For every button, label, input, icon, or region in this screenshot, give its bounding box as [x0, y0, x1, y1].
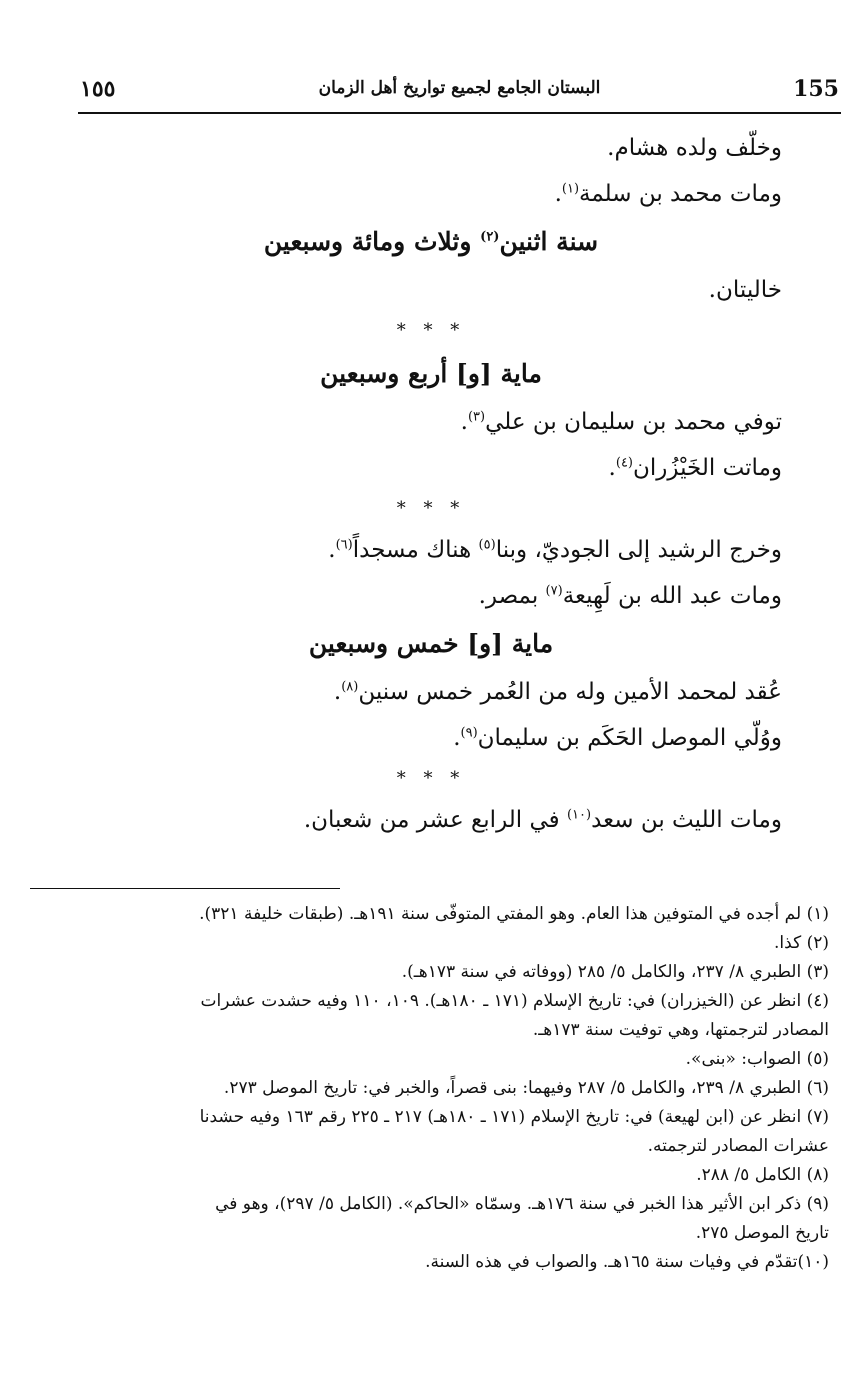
footnote-ref: (٦)	[335, 537, 353, 553]
footnote: (١٠)تقدّم في وفيات سنة ١٦٥هـ. والصواب في هذه السنة.	[425, 1252, 829, 1272]
footnote-ref: (١٠)	[566, 807, 592, 823]
section-separator: * * *	[396, 768, 466, 789]
footnote: (٧) انظر عن (ابن لهيعة) في: تاريخ الإسلام (١٧١ ـ ١٨٠هـ) ٢١٧ ـ ٢٢٥ رقم ١٦٣ وفيه حشدنا	[199, 1107, 829, 1127]
text-line: وخرج الرشيد إلى الجوديّ، وبنا$^{(٥)}$ هناك مسجداً$^{(٦)}$.	[328, 537, 782, 563]
footnote-ref: (٢)	[480, 229, 500, 245]
footnote: (٩) ذكر ابن الأثير هذا الخبر في سنة ١٧٦هـ. وسمّاه «الحاكم». (الكامل ٥/ ٢٩٧)، وهو في	[215, 1194, 829, 1214]
running-title: البستان الجامع لجميع تواريخ أهل الزمان	[318, 78, 601, 98]
footnote-ref: (٥)	[478, 537, 496, 553]
text-line: ومات محمد بن سلمة$^{(١)}$.	[554, 181, 782, 207]
text-line: ووُلّي الموصل الحَكَم بن سليمان$^{(٩)}$.	[453, 725, 782, 751]
section-separator: * * *	[396, 498, 466, 519]
year-heading: ماية [و] أربع وسبعين	[320, 359, 542, 388]
footnote: (٥) الصواب: «بنى».	[685, 1049, 829, 1069]
text-line: خاليتان.	[708, 277, 782, 303]
footnote-rule	[30, 888, 340, 889]
page-number: 155	[793, 76, 839, 102]
header-rule	[78, 112, 841, 114]
year-heading: ماية [و] خمس وسبعين	[308, 629, 554, 658]
footnote: (٢) كذا.	[774, 933, 829, 953]
footnotes	[60, 900, 829, 1277]
footnote-ref: (٩)	[460, 725, 478, 741]
footnote-ref: (٤)	[615, 455, 633, 471]
text-line: ومات الليث بن سعد$^{(١٠)}$ في الرابع عشر من شعبان.	[303, 807, 782, 833]
footnote: (٨) الكامل ٥/ ٢٨٨.	[696, 1165, 829, 1185]
footnote-continuation: عشرات المصادر لترجمته.	[647, 1136, 829, 1156]
footnote-continuation: تاريخ الموصل ٢٧٥.	[695, 1223, 829, 1243]
footnote-ref: (٣)	[467, 409, 486, 425]
page-number-arabic: ١٥٥	[80, 76, 116, 102]
footnote-continuation: المصادر لترجمتها، وهي توفيت سنة ١٧٣هـ.	[532, 1020, 829, 1040]
text-line: عُقد لمحمد الأمين وله من العُمر خمس سنين$^{(٨)}$.	[333, 679, 782, 705]
text-line: ومات عبد الله بن لَهِيعة$^{(٧)}$ بمصر.	[478, 583, 782, 609]
text-line: توفي محمد بن سليمان بن علي$^{(٣)}$.	[460, 409, 782, 435]
footnote: (١) لم أجده في المتوفين هذا العام. وهو المفتي المتوفّى سنة ١٩١هـ. (طبقات خليفة ٣٢١).	[199, 904, 829, 924]
footnote: (٤) انظر عن (الخيزران) في: تاريخ الإسلام (١٧١ ـ ١٨٠هـ). ١٠٩، ١١٠ وفيه حشدت عشرات	[200, 991, 829, 1011]
running-header	[80, 68, 839, 108]
footnote-ref: (١)	[561, 181, 580, 197]
year-heading: سنة اثنين$^{(٢)}$ وثلاث ومائة وسبعين	[263, 227, 599, 256]
section-separator: * * *	[396, 320, 466, 341]
footnote-ref: (٨)	[341, 679, 359, 695]
text-line: وماتت الخَيْزُران$^{(٤)}$.	[608, 455, 782, 481]
text-line: وخلّف ولده هشام.	[607, 135, 782, 161]
footnote-ref: (٧)	[545, 583, 563, 599]
footnote: (٣) الطبري ٨/ ٢٣٧، والكامل ٥/ ٢٨٥ (ووفاته في سنة ١٧٣هـ).	[401, 962, 829, 982]
footnote: (٦) الطبري ٨/ ٢٣٩، والكامل ٥/ ٢٨٧ وفيهما: بنى قصراً، والخبر في: تاريخ الموصل ٢٧٣.	[223, 1078, 829, 1098]
main-text	[80, 125, 782, 843]
